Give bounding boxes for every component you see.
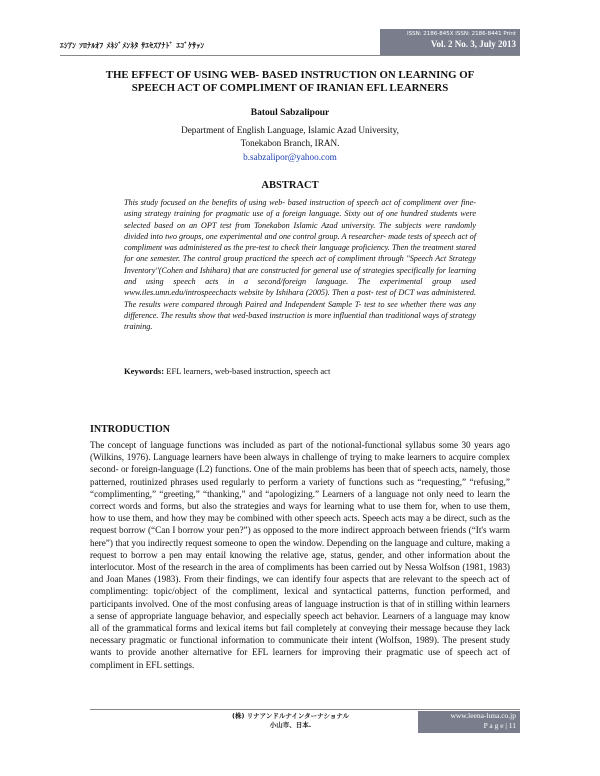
title-line-2: SPEECH ACT OF COMPLIMENT OF IRANIAN EFL LEARNERS (131, 82, 449, 94)
affiliation (60, 124, 520, 149)
keywords (124, 366, 476, 376)
author-name: Batoul Sabzalipour (250, 108, 330, 118)
author-email[interactable]: b.sabzalipor@yahoo.com (243, 152, 337, 162)
title-line-1: THE EFFECT OF USING WEB- BASED INSTRUCTION ON LEARNING OF (105, 69, 475, 81)
publisher-info (232, 712, 349, 730)
footer-divider (90, 709, 520, 710)
keywords-list: EFL learners, web-based instruction, speech act (166, 366, 331, 376)
header-divider (60, 55, 520, 56)
introduction-text: The concept of language functions was included as part of the notional-functional syllabus some 30 years ago (Wilkins, 1976). Language learners have been always in challenge of trying to make learners to acquire complex second- or foreign-language (L2) functions. One of the main problems has been that of speech acts, namely, those patterned, routinized phrases used regularly to perform a variety of functions such as “requesting,” “refusing,” “complimenting,” “greeting,” “thanking,” and “apologizing.” Learners of a language not only need to learn the correct words and forms, but also the strategies and ways for learning what to use them for, when to use them, how to use them, and how they may be combined with other speech acts. Speech acts may a be direct, such as the request borrow (“Can I borrow your pen?”) as opposed to the more indirect approach between friends (“It's warm here”) that you indirectly request someone to open the window. Depending on the language and culture, making a request to borrow a pen may entail knowing the relative age, status, gender, and other information about the interlocutor. Most of the research in the area of compliments has been carried out by Nessa Wolfson (1981, 1983) and Joan Manes (1983). From their findings, we can identify four aspects that are relevant to the speech act of complimenting: topic/object of the compliment, lexical and syntactical patterns, function performed, and participants involved. One of the most confusing areas of language instruction is that of in stilling within learners a sense of appropriate language behavior, and especially speech act behavior. Learners of a language may know all of the grammatical forms and lexical items but fail completely at conveying their message because they lack necessary pragmatic or functional information to communicate their intent (Wolfson, 1989). The present study wants to provide another alternative for EFL learners for improving their pragmatic use of speech act of compliment in EFL settings. (90, 440, 510, 670)
page-number: P a g e | 11 (483, 721, 516, 730)
journal-info-box (380, 29, 520, 55)
journal-name: ｴｼｱﾝ ｿﾛﾅﾙｵﾌ ﾒﾈｼﾞﾒﾝﾈﾀ ｻｴｾｽｱﾅﾄﾞ ｴｺﾞｹｻｯﾝ (60, 41, 205, 50)
introduction-heading: INTRODUCTION (90, 424, 171, 435)
publisher-location: 小山市、日本. (269, 721, 312, 729)
publisher-name: (株) リナアンドルナインターナショナル (232, 712, 350, 720)
keywords-label: Keywords: (124, 366, 165, 376)
affiliation-line-2: Tonekabon Branch, IRAN. (240, 137, 340, 148)
volume-text: Vol. 2 No. 3, July 2013 (430, 39, 516, 49)
paper-title (60, 69, 520, 95)
abstract-heading: ABSTRACT (261, 180, 319, 191)
affiliation-line-1: Department of English Language, Islamic Azad University, (181, 125, 399, 135)
issn-text: ISSN: 2186-845X ISSN: 2186-8441 Print (406, 31, 516, 37)
abstract-text: This study focused on the benefits of using web- based instruction of speech act of compliment over fine- using strategy training for pragmatic use of a foreign language. Sixty out of one hundred students were selected based on an OPT test from Tonekabon Islamic Azad university. The subjects were randomly divided into two groups, one experimental and one control group. A researcher- made tests of speech act of compliment was administered as the pre-test to check their language proficiency. Then the treatment stared for one semester. The control group practiced the speech act of compliment through "Speech Act Strategy Inventory"(Cohen and Ishihara) that are constructed for general use of strategies specifically for learning and using speech acts in a second/foreign language. The experimental group used www.iles.umn.edu/introspeechacts website by Ishihara (2005). Then a post- test of DCT was administered. The results were compared through Paired and Independent Sample T- test to see whether there was any difference. The results show that wed-based instruction is more influential than traditional ways of strategy training. (124, 198, 476, 332)
footer-info-box (418, 711, 520, 733)
website-link[interactable]: www.leena-luna.co.jp (450, 711, 516, 720)
